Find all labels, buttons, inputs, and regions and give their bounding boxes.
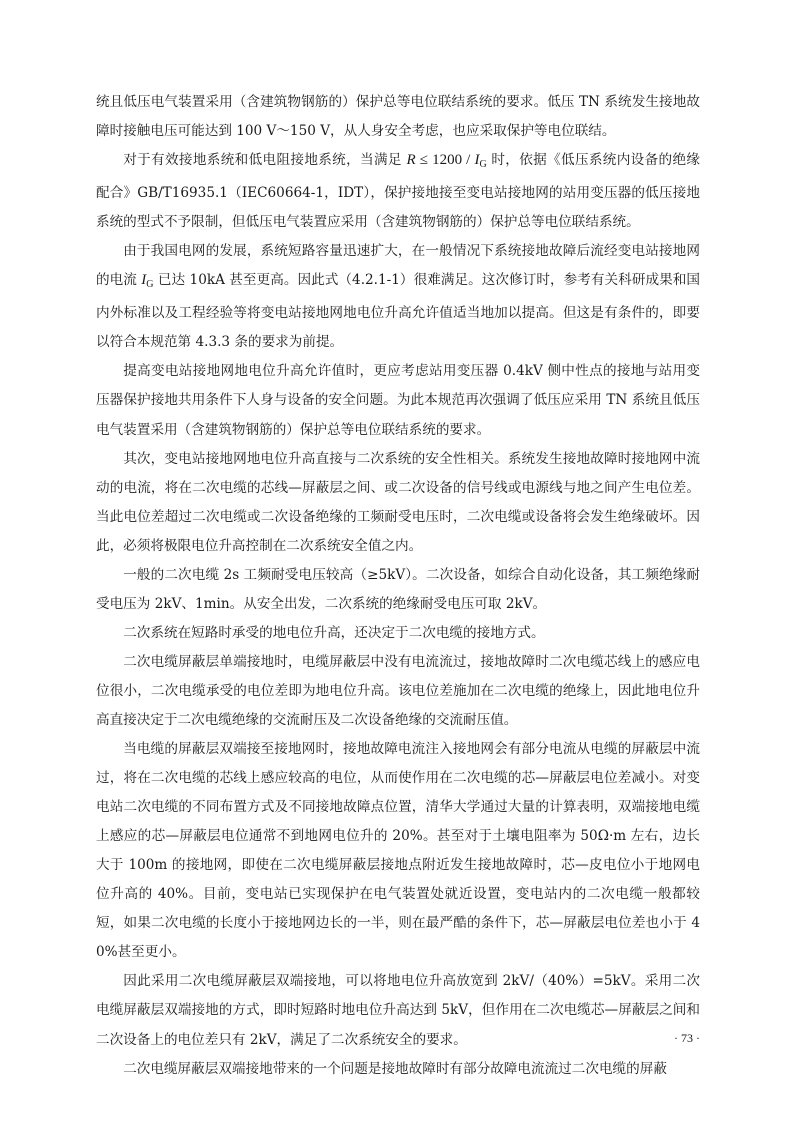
paragraph-9: 当电缆的屏蔽层双端接至接地网时，接地故障电流注入接地网会有部分电流从电缆的屏蔽层中流过，将在二次电缆的芯线上感应较高的电位，从而使作用在二次电缆的芯—屏蔽层电位差减小。对变电站二次电缆的不同布置方式及不同接地故障点位置，清华大学通过大量的计算表明，双端接地电缆上感应的芯—屏蔽层电位通常不到地网电位升的 20%。甚至对于土壤电阻率为 50Ω·m 左右，边长大于 100m 的接地网，即使在二次电缆屏蔽层接地点附近发生接地故障时，芯—皮电位小于地网电位升高的 40%。目前，变电站已实现保护在电气装置处就近设置，变电站内的二次电缆一般都较短，如果二次电缆的长度小于接地网边长的一半，则在最严酷的条件下，芯—屏蔽层电位差也小于 40%甚至更小。 xyxy=(96,741,700,961)
paragraph-8: 二次电缆屏蔽层单端接地时，电缆屏蔽层中没有电流流过，接地故障时二次电缆芯线上的感应电位很小，二次电缆承受的电位差即为地电位升高。该电位差施加在二次电缆的绝缘上，因此地电位升高直接决定于二次电缆绝缘的交流耐压及二次设备绝缘的交流耐压值。 xyxy=(96,653,700,728)
body-text xyxy=(96,88,700,1084)
paragraph-4: 提高变电站接地网地电位升高允许值时，更应考虑站用变压器 0.4kV 侧中性点的接地与站用变压器保护接地共用条件下人身与设备的安全问题。为此本规范再次强调了低压应采用 TN 系统且低压电气装置采用（含建筑物钢筋的）保护总等电位联结系统的要求。 xyxy=(96,363,700,438)
formula-subscript-g: G xyxy=(479,159,487,171)
paragraph-10: 因此采用二次电缆屏蔽层双端接地，可以将地电位升高放宽到 2kV/（40%）=5kV。采用二次电缆屏蔽层双端接地的方式，即时短路时地电位升高达到 5kV，但作用在二次电缆芯—屏蔽层之间和二次设备上的电位差只有 2kV，满足了二次系统安全的要求。 xyxy=(96,973,700,1048)
formula-symbol-r: R xyxy=(406,152,416,169)
paragraph-7: 二次系统在短路时承受的地电位升高，还决定于二次电缆的接地方式。 xyxy=(123,624,545,641)
paragraph-11: 二次电缆屏蔽层双端接地带来的一个问题是接地故障时有部分故障电流流过二次电缆的屏蔽 xyxy=(123,1060,667,1077)
paragraph-2-text-after: 时，依据《低压系统内设备的绝缘配合》GB/T16935.1（IEC60664-1，IDT），保护接地接至变电站接地网的站用变压器的低压接地系统的型式不予限制，但低压电气装置应采用（含建筑物钢筋的）保护总等电位联结系统。 xyxy=(96,152,700,231)
formula-middle: ≤ 1200 / xyxy=(415,152,475,169)
paragraph-5: 其次，变电站接地网地电位升高直接与二次系统的安全性相关。系统发生接地故障时接地网中流动的电流，将在二次电缆的芯线—屏蔽层之间、或二次设备的信号线或电源线与地之间产生电位差。当此电位差超过二次电缆或二次设备绝缘的工频耐受电压时，二次电缆或设备将会发生绝缘破坏。因此，必须将极限电位升高控制在二次系统安全值之内。 xyxy=(96,450,700,554)
paragraph-6: 一般的二次电缆 2s 工频耐受电压较高（≥5kV）。二次设备，如综合自动化设备，其工频绝缘耐受电压为 2kV、1min。从安全出发，二次系统的绝缘耐受电压可取 2kV。 xyxy=(96,566,700,612)
current-symbol xyxy=(141,272,154,291)
current-symbol-i: I xyxy=(141,272,147,289)
paragraph-3 xyxy=(96,237,700,357)
paragraph-2 xyxy=(96,146,700,237)
paragraph-2-text-before: 对于有效接地系统和低电阻接地系统，当满足 xyxy=(123,152,407,169)
formula-symbol-i: I xyxy=(474,152,480,169)
paragraph-1: 统且低压电气装置采用（含建筑物钢筋的）保护总等电位联结系统的要求。低压 TN 系统发生接地故障时接触电压可能达到 100 V～150 V，从人身安全考虑，也应采取保护等电位联结。 xyxy=(96,94,700,140)
resistance-formula xyxy=(406,152,487,171)
paragraph-3-text-before: 由于我国电网的发展，系统短路容量迅速扩大，在一般情况下系统接地故障后流经变电站接地网的电流 xyxy=(96,243,700,289)
page-number: · 73 · xyxy=(674,1031,700,1045)
paragraph-3-text-after: 已达 10kA 甚至更高。因此式（4.2.1-1）很难满足。这次修订时，参考有关科研成果和国内外标准以及工程经验等将变电站接地网地电位升高允许值适当地加以提高。但这是有条件的，即要以符合本规范第 4.3.3 条的要求为前提。 xyxy=(96,272,700,351)
current-subscript-g: G xyxy=(146,279,154,291)
